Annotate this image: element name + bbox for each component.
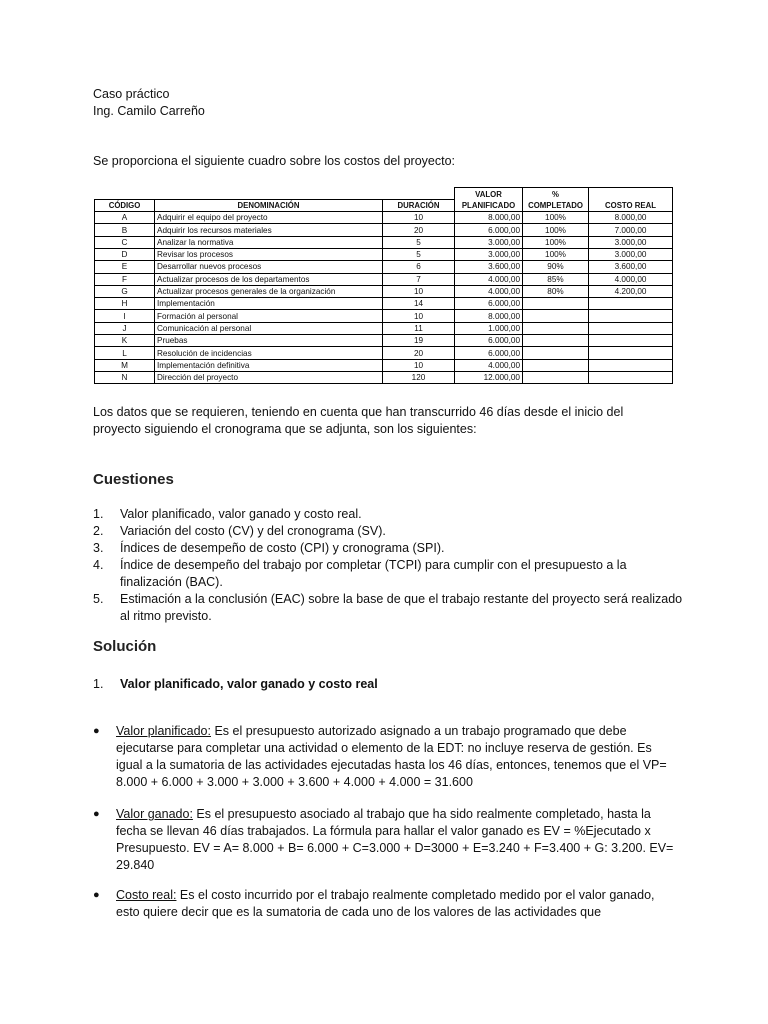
question-number: 2.	[93, 524, 104, 538]
cell-completado	[523, 347, 589, 359]
cell-codigo: I	[95, 310, 155, 322]
cost-table-body	[95, 212, 673, 384]
col-header-denominacion: DENOMINACIÓN	[155, 199, 383, 211]
bullet-icon: ●	[93, 725, 100, 737]
question-text: Índices de desempeño de costo (CPI) y cronograma (SPI).	[120, 541, 445, 555]
cell-denominacion: Dirección del proyecto	[155, 371, 383, 383]
cell-duracion: 10	[383, 359, 455, 371]
table-row	[95, 273, 673, 285]
bullet-text: Es el costo incurrido por el trabajo realmente completado medido por el valor ganado, esto quiere decir que es la sumatoria de cada uno de los valores de las actividades que	[116, 888, 655, 919]
case-title: Caso práctico	[93, 87, 170, 101]
bullet-costo-real	[93, 887, 678, 921]
cell-costo-real	[589, 322, 673, 334]
bullet-label: Valor planificado:	[116, 724, 211, 738]
questions-list	[93, 506, 683, 625]
col-header-completado	[523, 188, 589, 212]
cell-denominacion: Resolución de incidencias	[155, 347, 383, 359]
cell-codigo: H	[95, 298, 155, 310]
cell-costo-real	[589, 371, 673, 383]
cell-costo-real: 3.600,00	[589, 261, 673, 273]
header-spacer	[155, 188, 383, 200]
cell-codigo: M	[95, 359, 155, 371]
cell-codigo: F	[95, 273, 155, 285]
bullet-valor-ganado	[93, 806, 678, 874]
cell-valor-planificado: 3.000,00	[455, 236, 523, 248]
cost-table	[94, 187, 673, 384]
cell-duracion: 10	[383, 310, 455, 322]
data-paragraph: Los datos que se requieren, teniendo en cuenta que han transcurrido 46 días desde el inicio del proyecto siguiendo el cronograma que se adjunta, son los siguientes:	[93, 405, 624, 436]
cell-duracion: 7	[383, 273, 455, 285]
table-row	[95, 236, 673, 248]
cuestiones-heading: Cuestiones	[93, 471, 174, 488]
cell-valor-planificado: 4.000,00	[455, 285, 523, 297]
solution-item-1	[93, 676, 378, 693]
solucion-heading: Solución	[93, 638, 157, 655]
cell-duracion: 19	[383, 335, 455, 347]
cell-duracion: 5	[383, 248, 455, 260]
author-name: Ing. Camilo Carreño	[93, 104, 205, 118]
table-row	[95, 335, 673, 347]
cell-codigo: E	[95, 261, 155, 273]
cell-denominacion: Adquirir el equipo del proyecto	[155, 212, 383, 224]
bullet-icon: ●	[93, 808, 100, 820]
cell-completado: 100%	[523, 212, 589, 224]
cell-costo-real	[589, 347, 673, 359]
header-spacer	[95, 188, 155, 200]
question-item	[93, 506, 683, 523]
cell-costo-real	[589, 359, 673, 371]
bullet-label: Valor ganado:	[116, 807, 193, 821]
col-header-valor-top: VALOR	[475, 190, 502, 200]
table-row	[95, 212, 673, 224]
document-header	[93, 86, 205, 120]
table-row	[95, 371, 673, 383]
bullet-label: Costo real:	[116, 888, 177, 902]
col-header-codigo: CÓDIGO	[95, 199, 155, 211]
cell-denominacion: Analizar la normativa	[155, 236, 383, 248]
cell-denominacion: Revisar los procesos	[155, 248, 383, 260]
cell-valor-planificado: 6.000,00	[455, 335, 523, 347]
cell-valor-planificado: 6.000,00	[455, 224, 523, 236]
cell-duracion: 10	[383, 285, 455, 297]
cell-duracion: 14	[383, 298, 455, 310]
question-text: Índice de desempeño del trabajo por completar (TCPI) para cumplir con el presupuesto a la finalización (BAC).	[120, 558, 627, 589]
cell-denominacion: Pruebas	[155, 335, 383, 347]
cell-costo-real	[589, 335, 673, 347]
cell-costo-real	[589, 298, 673, 310]
intro-text: Se proporciona el siguiente cuadro sobre los costos del proyecto:	[93, 154, 456, 168]
solution-item-text: Valor planificado, valor ganado y costo real	[120, 677, 378, 691]
cell-completado	[523, 359, 589, 371]
cell-valor-planificado: 3.000,00	[455, 248, 523, 260]
cell-denominacion: Comunicación al personal	[155, 322, 383, 334]
cell-denominacion: Implementación	[155, 298, 383, 310]
col-header-duracion: DURACIÓN	[383, 199, 455, 211]
cell-costo-real: 3.000,00	[589, 236, 673, 248]
cell-completado: 100%	[523, 236, 589, 248]
col-header-costo-real: COSTO REAL	[589, 188, 673, 212]
bullet-text: Es el presupuesto asociado al trabajo que ha sido realmente completado, hasta la fecha se llevan 46 días trabajados. La fórmula para hallar el valor ganado es EV = %Ejecutado x Presupuesto. EV = A= 8.000 + B= 6.000 + C=3.000 + D=3000 + E=3.240 + F=3.400 + G: 3.200. EV= 29.840	[116, 807, 674, 872]
cell-completado: 100%	[523, 224, 589, 236]
table-row	[95, 224, 673, 236]
cell-codigo: G	[95, 285, 155, 297]
table-row	[95, 261, 673, 273]
cell-costo-real: 3.000,00	[589, 248, 673, 260]
col-header-pct-bottom: COMPLETADO	[528, 201, 583, 211]
cell-completado	[523, 371, 589, 383]
question-text: Variación del costo (CV) y del cronograma (SV).	[120, 524, 386, 538]
cell-duracion: 10	[383, 212, 455, 224]
cell-denominacion: Actualizar procesos de los departamentos	[155, 273, 383, 285]
question-item	[93, 523, 683, 540]
cell-completado	[523, 310, 589, 322]
cell-valor-planificado: 12.000,00	[455, 371, 523, 383]
cell-valor-planificado: 4.000,00	[455, 359, 523, 371]
question-number: 4.	[93, 558, 104, 572]
cell-completado: 100%	[523, 248, 589, 260]
table-row	[95, 310, 673, 322]
cell-completado	[523, 322, 589, 334]
question-number: 3.	[93, 541, 104, 555]
cell-codigo: C	[95, 236, 155, 248]
cell-denominacion: Actualizar procesos generales de la organización	[155, 285, 383, 297]
question-text: Valor planificado, valor ganado y costo real.	[120, 507, 362, 521]
cell-codigo: J	[95, 322, 155, 334]
cell-codigo: L	[95, 347, 155, 359]
question-number: 1.	[93, 507, 104, 521]
cell-valor-planificado: 1.000,00	[455, 322, 523, 334]
cell-valor-planificado: 8.000,00	[455, 212, 523, 224]
solution-item-num: 1.	[93, 677, 104, 691]
col-header-valor-planificado	[455, 188, 523, 212]
question-item	[93, 557, 683, 591]
cell-costo-real: 7.000,00	[589, 224, 673, 236]
cell-duracion: 5	[383, 236, 455, 248]
bullet-valor-planificado	[93, 723, 678, 791]
cell-valor-planificado: 8.000,00	[455, 310, 523, 322]
table-row	[95, 248, 673, 260]
cell-duracion: 20	[383, 347, 455, 359]
table-row	[95, 285, 673, 297]
col-header-valor-bottom: PLANIFICADO	[461, 201, 516, 211]
table-row	[95, 298, 673, 310]
cell-denominacion: Implementación definitiva	[155, 359, 383, 371]
cell-codigo: D	[95, 248, 155, 260]
cell-completado	[523, 298, 589, 310]
cell-valor-planificado: 6.000,00	[455, 298, 523, 310]
cell-costo-real: 8.000,00	[589, 212, 673, 224]
cell-costo-real	[589, 310, 673, 322]
cell-duracion: 11	[383, 322, 455, 334]
cell-denominacion: Formación al personal	[155, 310, 383, 322]
cell-codigo: A	[95, 212, 155, 224]
bullet-text: Es el presupuesto autorizado asignado a un trabajo programado que debe ejecutarse para completar una actividad o elemento de la EDT: no incluye reserva de gestión. Es igual a la sumatoria de las actividades ejecutadas hasta los 46 días, entonces, tenemos que el VP= 8.000 + 6.000 + 3.000 + 3.000 + 3.600 + 4.000 + 4.000 = 31.600	[116, 724, 667, 789]
question-text: Estimación a la conclusión (EAC) sobre la base de que el trabajo restante del proyecto será realizado al ritmo previsto.	[120, 592, 683, 623]
col-header-pct-top: %	[552, 190, 559, 200]
cell-codigo: B	[95, 224, 155, 236]
cell-valor-planificado: 3.600,00	[455, 261, 523, 273]
cell-codigo: N	[95, 371, 155, 383]
question-item	[93, 540, 683, 557]
cell-costo-real: 4.000,00	[589, 273, 673, 285]
cell-duracion: 20	[383, 224, 455, 236]
cell-valor-planificado: 6.000,00	[455, 347, 523, 359]
question-number: 5.	[93, 592, 104, 606]
table-row	[95, 322, 673, 334]
cell-denominacion: Adquirir los recursos materiales	[155, 224, 383, 236]
cell-completado: 90%	[523, 261, 589, 273]
cell-codigo: K	[95, 335, 155, 347]
cell-completado: 85%	[523, 273, 589, 285]
question-item	[93, 591, 683, 625]
table-row	[95, 347, 673, 359]
header-spacer	[383, 188, 455, 200]
cell-duracion: 6	[383, 261, 455, 273]
cell-denominacion: Desarrollar nuevos procesos	[155, 261, 383, 273]
cell-completado	[523, 335, 589, 347]
cell-costo-real: 4.200,00	[589, 285, 673, 297]
cell-duracion: 120	[383, 371, 455, 383]
bullet-icon: ●	[93, 889, 100, 901]
table-row	[95, 359, 673, 371]
cell-completado: 80%	[523, 285, 589, 297]
cell-valor-planificado: 4.000,00	[455, 273, 523, 285]
